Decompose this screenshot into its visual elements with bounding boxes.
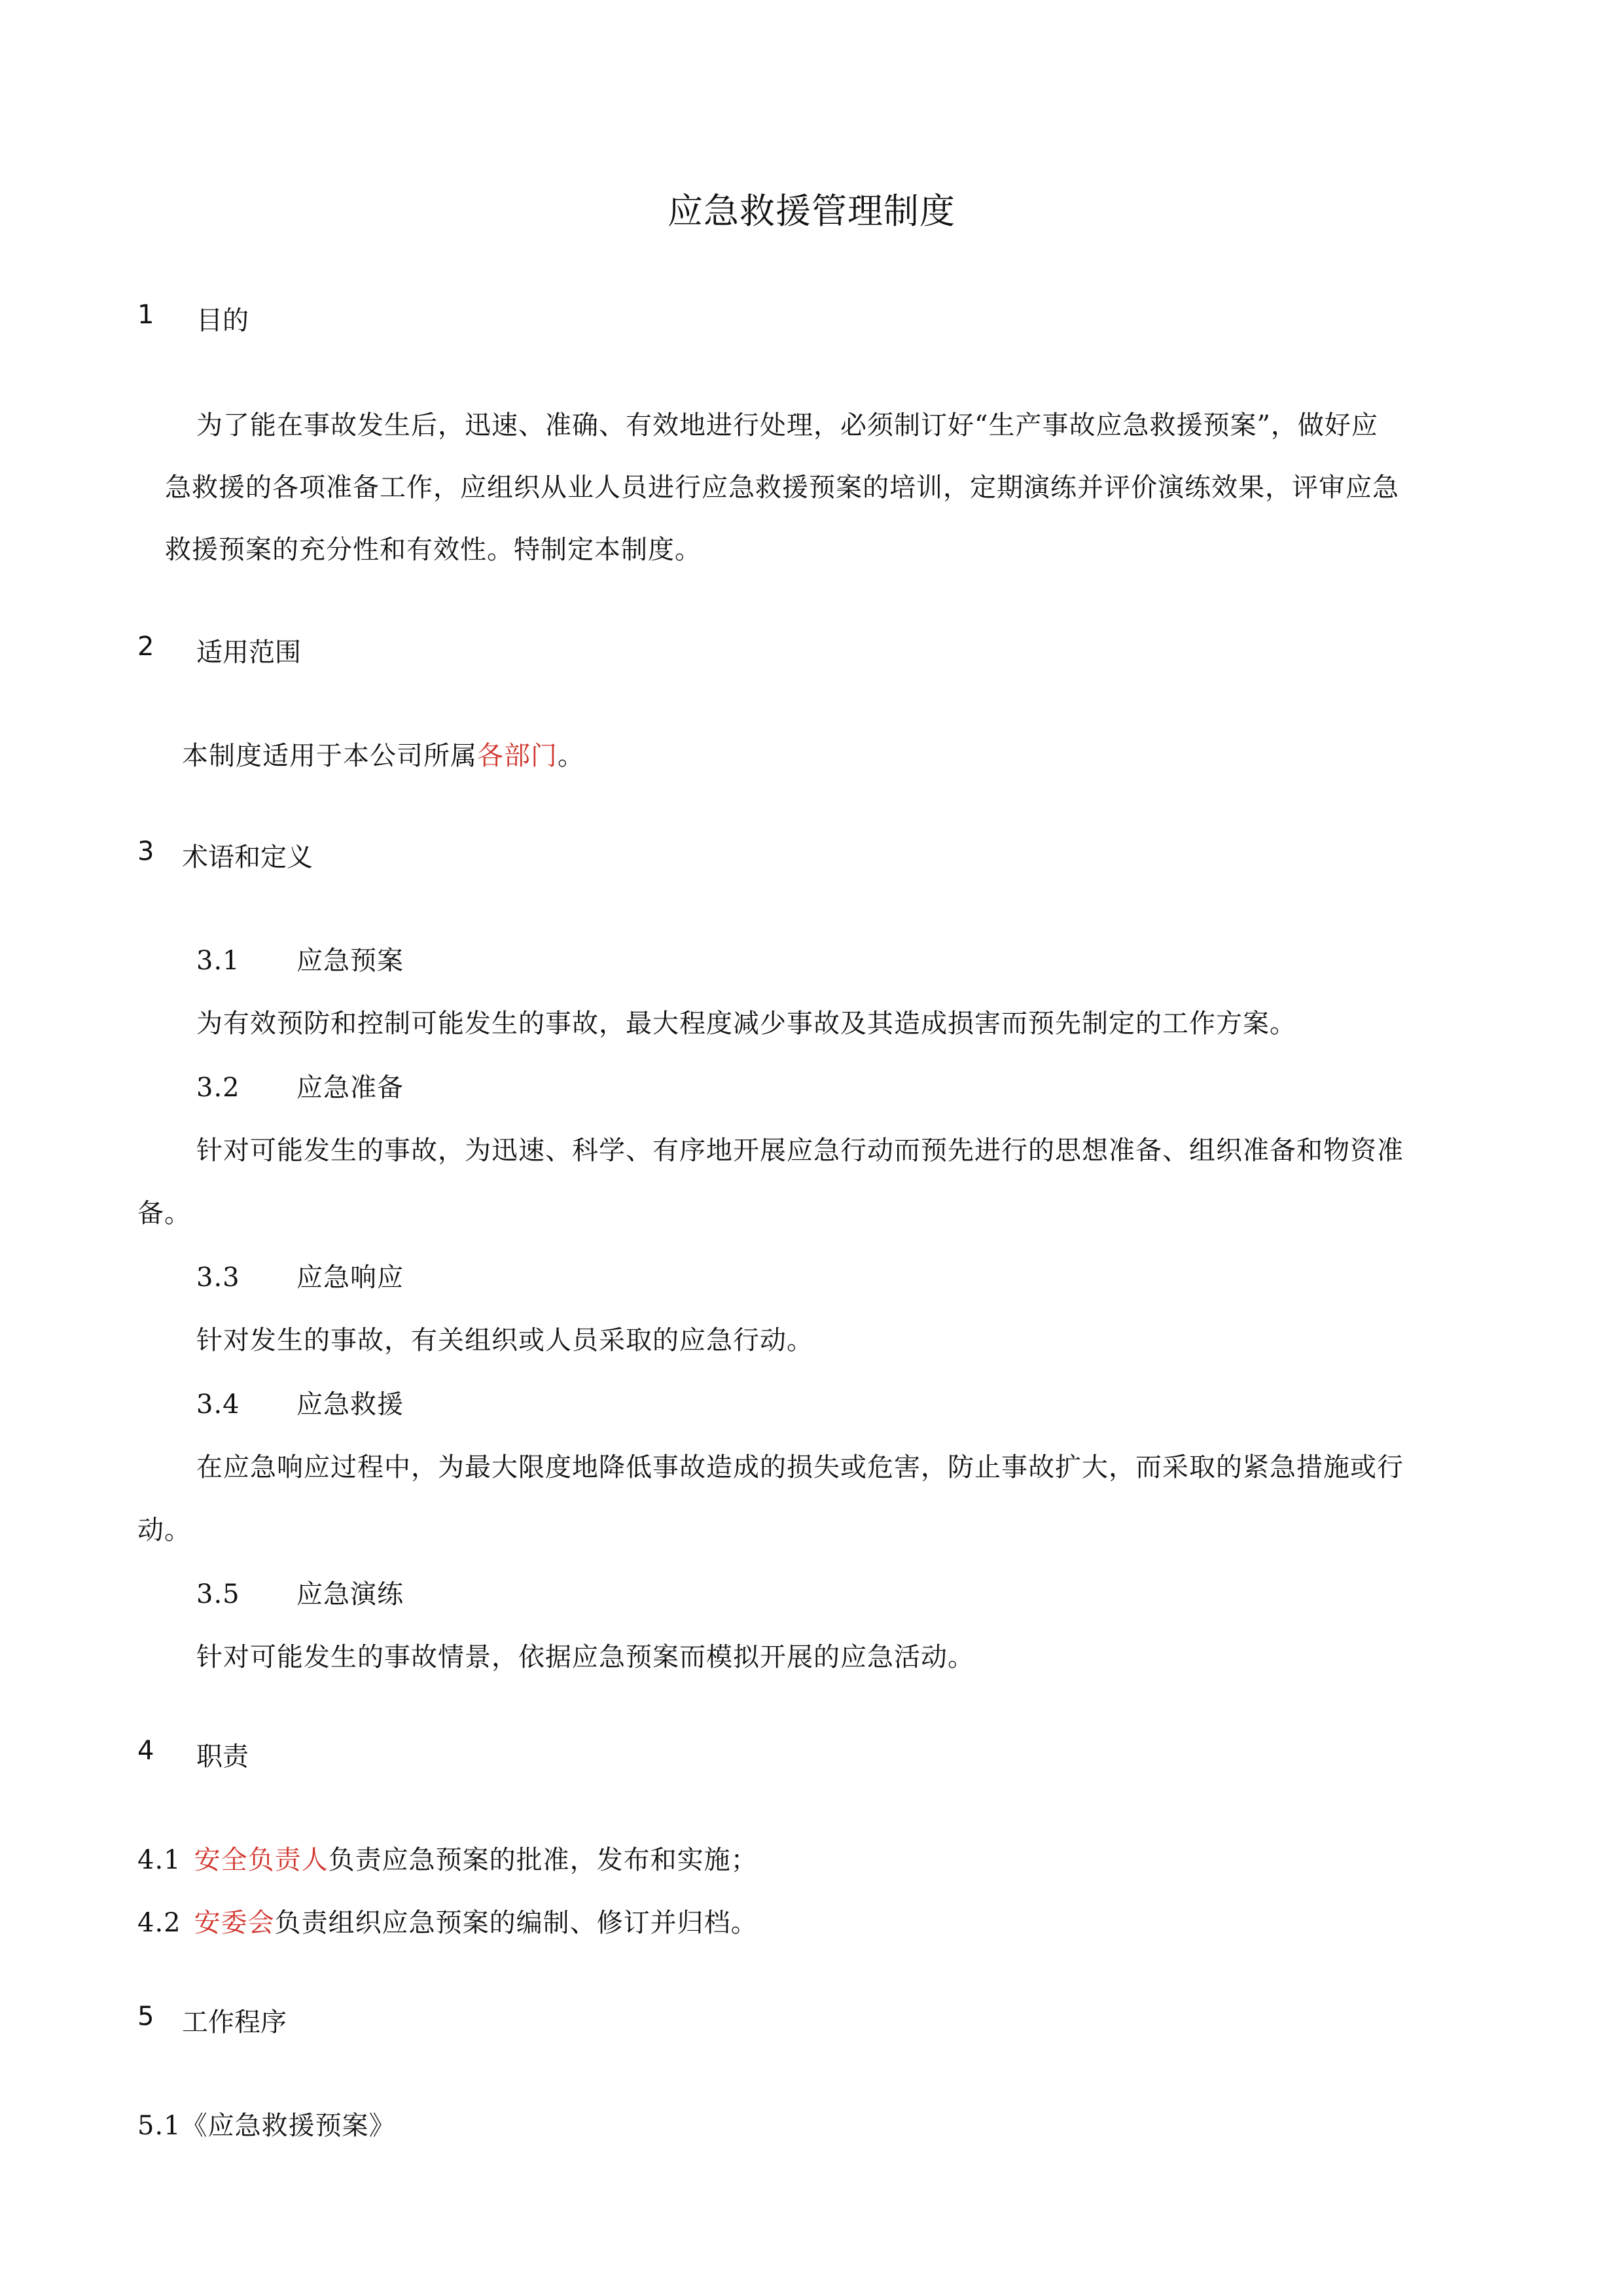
section-2-text-a: 本制度适用于本公司所属 xyxy=(182,741,477,771)
term-3-2-def-line-1: 针对可能发生的事故，为迅速、科学、有序地开展应急行动而预先进行的思想准备、组织准备和物资准 xyxy=(196,1136,1404,1166)
section-2-text xyxy=(182,743,584,769)
duty-4-2-text: 负责组织应急预案的编制、修订并归档。 xyxy=(274,1908,758,1938)
section-2-heading: 适用范围 xyxy=(196,637,301,668)
section-4-heading: 职责 xyxy=(196,1742,249,1772)
term-3-1-name: 应急预案 xyxy=(296,946,404,976)
section-1-line-3: 救援预案的充分性和有效性。特制定本制度。 xyxy=(165,535,702,565)
term-3-5-name: 应急演练 xyxy=(296,1579,404,1609)
section-5-1-title: 5.1《应急救援预案》 xyxy=(137,2111,396,2141)
section-1-number: 1 xyxy=(137,300,154,330)
section-3-heading: 术语和定义 xyxy=(182,842,313,872)
term-3-2-name: 应急准备 xyxy=(296,1073,404,1103)
section-5-heading: 工作程序 xyxy=(182,2007,287,2037)
section-2-number: 2 xyxy=(137,632,154,662)
section-4-number: 4 xyxy=(137,1736,154,1766)
term-3-2-number: 3.2 xyxy=(196,1073,240,1103)
term-3-4-def-line-2: 动。 xyxy=(137,1515,191,1545)
section-1-line-1: 为了能在事故发生后，迅速、准确、有效地进行处理，必须制订好“生产事故应急救援预案”，做好应 xyxy=(196,410,1378,440)
term-3-3-number: 3.3 xyxy=(196,1263,240,1293)
term-3-4-def-line-1: 在应急响应过程中，为最大限度地降低事故造成的损失或危害，防止事故扩大，而采取的紧急措施或行 xyxy=(196,1452,1404,1482)
duty-4-1-number: 4.1 xyxy=(137,1845,181,1875)
duty-4-2 xyxy=(137,1910,758,1936)
term-3-4-name: 应急救援 xyxy=(296,1390,404,1420)
term-3-2-def-line-2: 备。 xyxy=(137,1198,191,1229)
section-1-heading: 目的 xyxy=(196,306,249,336)
term-3-5-def-line-1: 针对可能发生的事故情景，依据应急预案而模拟开展的应急活动。 xyxy=(196,1642,974,1672)
duty-4-2-number: 4.2 xyxy=(137,1908,181,1938)
section-3-number: 3 xyxy=(137,836,154,867)
duty-4-2-role: 安委会 xyxy=(194,1908,275,1938)
section-1-line-2: 急救援的各项准备工作，应组织从业人员进行应急救援预案的培训，定期演练并评价演练效果，评审应急 xyxy=(165,473,1399,503)
duty-4-1-text: 负责应急预案的批准，发布和实施； xyxy=(328,1845,758,1875)
document-title: 应急救援管理制度 xyxy=(668,190,955,232)
section-2-highlight: 各部门 xyxy=(477,741,558,771)
term-3-3-name: 应急响应 xyxy=(296,1263,404,1293)
term-3-5-number: 3.5 xyxy=(196,1579,240,1609)
term-3-1-number: 3.1 xyxy=(196,946,240,976)
section-2-text-b: 。 xyxy=(558,741,584,771)
section-5-number: 5 xyxy=(137,2001,154,2032)
term-3-1-def-line-1: 为有效预防和控制可能发生的事故，最大程度减少事故及其造成损害而预先制定的工作方案。 xyxy=(196,1009,1296,1039)
duty-4-1 xyxy=(137,1847,758,1873)
term-3-4-number: 3.4 xyxy=(196,1390,240,1420)
duty-4-1-role: 安全负责人 xyxy=(194,1845,329,1875)
term-3-3-def-line-1: 针对发生的事故，有关组织或人员采取的应急行动。 xyxy=(196,1325,813,1355)
